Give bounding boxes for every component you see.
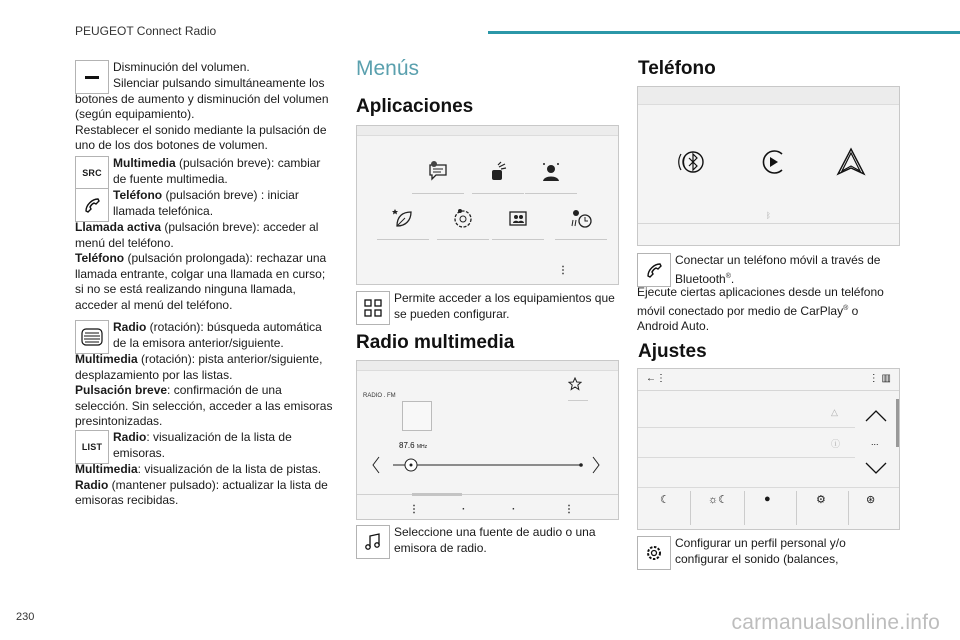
active-call-description: Llamada activa (pulsación breve): acceder al menú del teléfono. xyxy=(75,220,319,250)
vol-down-line1: Disminución del volumen. xyxy=(113,60,250,74)
radio-screen-illustration xyxy=(356,360,619,520)
settings-menu-icons: ⋮ ▥ xyxy=(868,373,891,384)
running-header-title: PEUGEOT Connect Radio xyxy=(75,24,217,38)
list-button-icon: LIST xyxy=(75,430,109,464)
wheel-radio-description: Radio (rotación): búsqueda automática de la emisora anterior/siguiente. xyxy=(113,320,322,350)
radio-page-dot-1: · xyxy=(462,504,466,515)
radio-more-icon: ⋮ xyxy=(564,504,574,515)
frequency-slider xyxy=(371,455,606,475)
music-note-icon xyxy=(356,525,390,559)
radio-caption: Seleccione una fuente de audio o una emisora de radio. xyxy=(394,525,596,555)
header-accent-bar xyxy=(488,31,960,34)
more-options-icon: ⋮ xyxy=(558,265,568,276)
radio-frequency: 87.6 MHz xyxy=(399,441,428,450)
list-long-press-description: Radio (mantener pulsado): actualizar la lista de emisoras recibidas. xyxy=(75,477,328,507)
eco-leaf-app-icon xyxy=(377,196,429,240)
list-multimedia-description: Multimedia: visualización de la lista de pistas. xyxy=(75,462,322,476)
station-artwork-placeholder xyxy=(402,401,432,431)
night-mode-icon: ☾ xyxy=(660,494,670,506)
profile-icon: ● xyxy=(764,493,771,505)
warning-icon: △ xyxy=(831,407,838,417)
user-profile-app-icon xyxy=(525,150,577,194)
grid-apps-icon xyxy=(356,291,390,325)
page-number: 230 xyxy=(16,611,35,623)
messages-app-icon xyxy=(412,150,464,194)
phone-handset-icon-2 xyxy=(637,253,671,287)
thumbwheel-icon xyxy=(75,320,109,354)
vol-down-text: Silenciar pulsando simultáneamente los botones de aumento y disminución del volumen (según equipamiento). xyxy=(75,76,329,121)
back-arrow-icon: ←⋮ xyxy=(646,373,666,384)
phone-heading: Teléfono xyxy=(638,58,716,79)
wheel-short-press-description: Pulsación breve: confirmación de una selección. Sin selección, acceder a las emisoras presintonizadas. xyxy=(75,383,333,428)
src-button-icon: SRC xyxy=(75,156,109,190)
climate-timer-app-icon xyxy=(555,196,607,240)
scroll-arrows xyxy=(864,407,888,477)
applications-screen-illustration xyxy=(356,125,619,285)
location-icon: ⊛ xyxy=(866,494,876,506)
apps-caption: Permite acceder a los equipamientos que se pueden configurar. xyxy=(394,291,615,321)
applications-heading: Aplicaciones xyxy=(356,96,474,117)
bluetooth-status-icon: ᛒ xyxy=(766,211,771,220)
connected-service-app-icon xyxy=(472,150,524,194)
radio-band-label: RADIO . FM xyxy=(363,393,396,399)
settings-cog-icon xyxy=(637,536,671,570)
favorite-star-icon xyxy=(568,377,582,391)
watermark: carmanualsonline.info xyxy=(731,611,940,634)
driving-settings-app-icon xyxy=(437,196,489,240)
src-description: Multimedia (pulsación breve): cambiar de fuente multimedia. xyxy=(113,156,321,186)
menus-heading: Menús xyxy=(356,57,420,80)
phone-handset-icon xyxy=(75,188,109,222)
phone-long-press-description: Teléfono (pulsación prolongada): rechazar una llamada entrante, colgar una llamada en curso; si no se está realizando ninguna llamada, acceder al menú del teléfono. xyxy=(75,251,327,312)
bluetooth-icon xyxy=(676,145,710,179)
phone-caption-2: Ejecute ciertas aplicaciones desde un teléfono móvil conectado por medio de CarPlay® o Android Auto. xyxy=(637,285,884,333)
list-radio-description: Radio: visualización de la lista de emisoras. xyxy=(113,430,292,460)
settings-caption: Configurar un perfil personal y/o configurar el sonido (balances, xyxy=(675,536,846,566)
phone-screen-illustration xyxy=(637,86,900,246)
settings-gear-icon: ⚙ xyxy=(816,494,826,506)
svg-text:...: ... xyxy=(871,437,879,447)
radio-page-dot-2: · xyxy=(512,504,516,515)
phone-description: Teléfono (pulsación breve) : iniciar llamada telefónica. xyxy=(113,188,299,218)
phone-caption-1: Conectar un teléfono móvil a través de Bluetooth®. xyxy=(675,253,881,286)
carplay-icon xyxy=(756,145,790,179)
settings-heading: Ajustes xyxy=(638,341,707,362)
vol-down-text-2: Restablecer el sonido mediante la pulsación de uno de los dos botones de volumen. xyxy=(75,122,327,152)
contacts-app-icon xyxy=(492,196,544,240)
info-icon: ⓘ xyxy=(831,439,841,449)
radio-multimedia-heading: Radio multimedia xyxy=(356,332,515,353)
settings-scrollbar xyxy=(896,399,899,447)
radio-menu-icon: ⋮ xyxy=(409,504,419,515)
wheel-multimedia-description: Multimedia (rotación): pista anterior/siguiente, desplazamiento por las listas. xyxy=(75,352,323,382)
android-auto-icon xyxy=(834,145,868,179)
settings-screen-illustration xyxy=(637,368,900,530)
brightness-icon: ☼☾ xyxy=(708,494,728,506)
